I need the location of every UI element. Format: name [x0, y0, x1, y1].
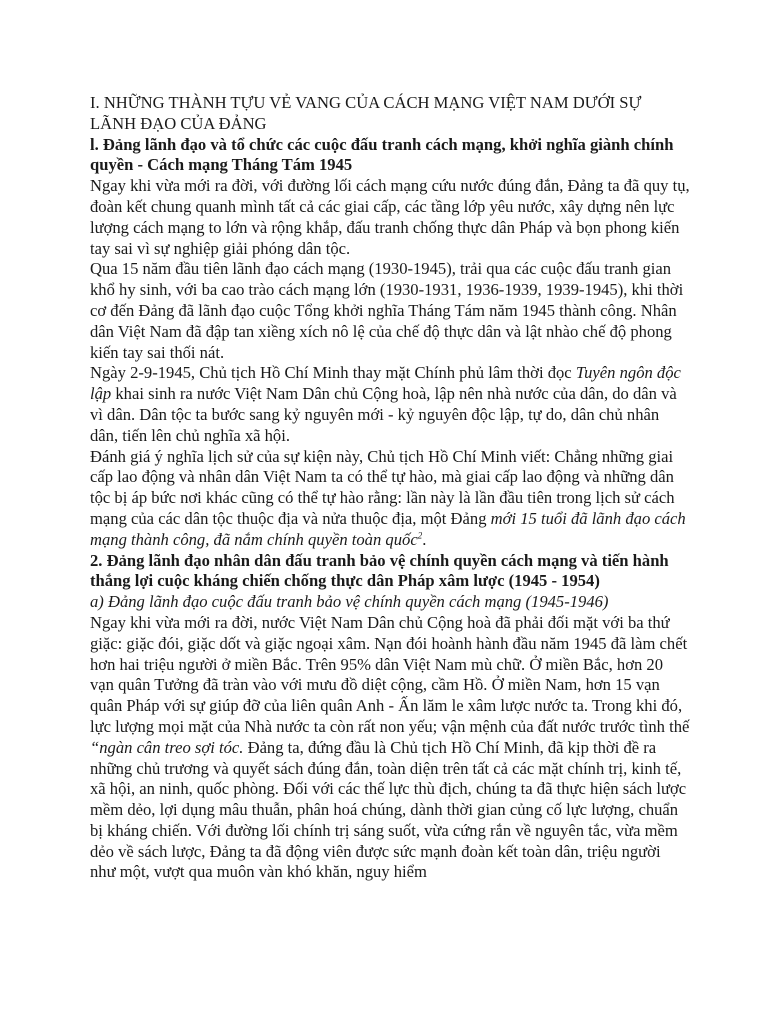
paragraph-4-end: .: [422, 529, 427, 549]
paragraph-4-text-a: Đánh giá ý nghĩa lịch sử của sự kiện này, Chủ tịch Hồ Chí Minh viết: Chẳng những giai cấp lao động và nhân dân Việt Nam ta có thể tự hào, mà giai cấp lao động và những dân tộc bị áp bức nơi khác cũng có thể tự hào rằng: lần này là lần đầu tiên trong lịch sử cách mạng của các dân tộc thuộc địa và nửa thuộc địa, một Đảng: [90, 446, 675, 528]
paragraph-5: [90, 613, 690, 883]
paragraph-2: Qua 15 năm đầu tiên lãnh đạo cách mạng (1930-1945), trải qua các cuộc đấu tranh gian khổ hy sinh, với ba cao trào cách mạng lớn (1930-1931, 1936-1939, 1939-1945), khi thời cơ đến Đảng đã lãnh đạo cuộc Tổng khởi nghĩa Tháng Tám năm 1945 thành công. Nhân dân Việt Nam đã đập tan xiềng xích nô lệ của chế độ thực dân và lật nhào chế độ phong kiến tay sai thối nát.: [90, 259, 684, 362]
section-2-title: 2. Đảng lãnh đạo nhân dân đấu tranh bảo vệ chính quyền cách mạng và tiến hành thắng lợi cuộc kháng chiến chống thực dân Pháp xâm lược (1945 - 1954): [90, 550, 669, 591]
paragraph-5-italic: “ngàn cân treo sợi tóc.: [90, 737, 244, 757]
paragraph-3-text-b: khai sinh ra nước Việt Nam Dân chủ Cộng hoà, lập nên nhà nước của dân, do dân và vì dân. Dân tộc ta bước sang kỷ nguyên mới - kỷ nguyên độc lập, tự do, dân chủ nhân dân, tiến lên chủ nghĩa xã hội.: [90, 384, 677, 445]
document-page: [90, 93, 690, 883]
footnote-marker: 2: [417, 530, 423, 541]
paragraph-5-text-a: Ngay khi vừa mới ra đời, nước Việt Nam Dân chủ Cộng hoà đã phải đối mặt với ba thứ giặc: giặc đói, giặc dốt và giặc ngoại xâm. Nạn đói hoành hành đầu năm 1945 đã làm chết hơn hai triệu người ở miền Bắc. Trên 95% dân Việt Nam mù chữ. Ở miền Bắc, hơn 20 vạn quân Tưởng đã tràn vào với mưu đồ diệt cộng, cầm Hồ. Ở miền Nam, hơn 15 vạn quân Pháp với sự giúp đỡ của liên quân Anh - Ấn lăm le xâm lược nước ta. Trong khi đó, lực lượng mọi mặt của Nhà nước ta còn rất non yếu; vận mệnh của đất nước trước tình thế: [90, 612, 690, 736]
paragraph-3: [90, 363, 690, 446]
document-heading: I. NHỮNG THÀNH TỰU VẺ VANG CỦA CÁCH MẠNG VIỆT NAM DƯỚI SỰ LÃNH ĐẠO CỦA ĐẢNG: [90, 93, 642, 133]
paragraph-4-italic: mới 15 tuổi đã lãnh đạo cách mạng thành công, đã nắm chính quyền toàn quốc: [90, 508, 686, 549]
paragraph-3-text-a: Ngày 2-9-1945, Chủ tịch Hồ Chí Minh thay mặt Chính phủ lâm thời đọc: [90, 363, 576, 383]
paragraph-3-italic: Tuyên ngôn độc lập: [90, 363, 681, 404]
paragraph-1: Ngay khi vừa mới ra đời, với đường lối cách mạng cứu nước đúng đắn, Đảng ta đã quy tụ, đoàn kết chung quanh mình tất cả các giai cấp, các tầng lớp yêu nước, xây dựng nên lực lượng cách mạng to lớn và rộng khắp, đấu tranh chống thực dân Pháp và bọn phong kiến tay sai vì sự nghiệp giải phóng dân tộc.: [90, 176, 690, 258]
paragraph-5-text-b: Đảng ta, đứng đầu là Chủ tịch Hồ Chí Minh, đã kịp thời đề ra những chủ trương và quyết sách đúng đắn, toàn diện trên tất cả các mặt chính trị, kinh tế, xã hội, an ninh, quốc phòng. Đối với các thế lực thù địch, chúng ta đã thực hiện sách lược mềm dẻo, lợi dụng mâu thuẫn, phân hoá chúng, dành thời gian củng cố lực lượng, chuẩn bị kháng chiến. Với đường lối chính trị sáng suốt, vừa cứng rắn về nguyên tắc, vừa mềm dẻo về sách lược, Đảng ta đã động viên được sức mạnh đoàn kết toàn dân, triệu người như một, vượt qua muôn vàn khó khăn, nguy hiểm: [90, 737, 687, 882]
section-2a-title: a) Đảng lãnh đạo cuộc đấu tranh bảo vệ chính quyền cách mạng (1945-1946): [90, 592, 609, 612]
paragraph-4: [90, 447, 690, 551]
section-1-title: l. Đảng lãnh đạo và tổ chức các cuộc đấu tranh cách mạng, khởi nghĩa giành chính quyền - Cách mạng Tháng Tám 1945: [90, 134, 674, 175]
